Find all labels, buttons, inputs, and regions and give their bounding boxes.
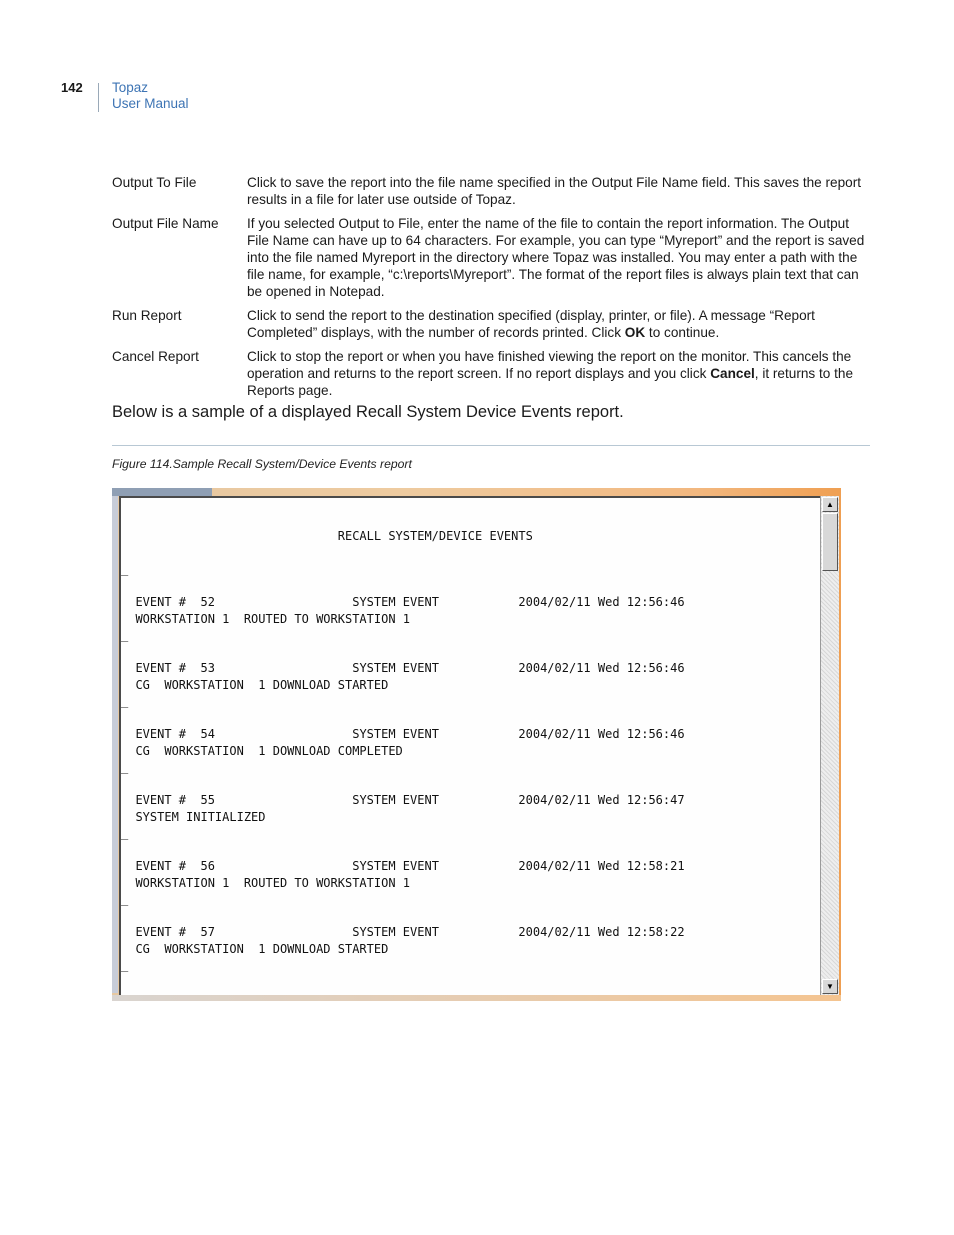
definition-list: [112, 174, 870, 406]
definition-description: [247, 215, 870, 300]
emphasized-term: Cancel: [710, 366, 755, 381]
description-text: If you selected Output to File, enter the name of the file to contain the report information. The Output File Name can have up to 64 characters. For example, you can type “Myreport” and the report is saved into the file named Myreport in the directory where Topaz was installed. You may enter a path with the file name, for example, “c:\reports\Myreport”. The format of the report files is always plain text that can be opened in Notepad.: [247, 216, 865, 299]
description-text: to continue.: [645, 325, 720, 340]
event-detail: WORKSTATION 1 ROUTED TO WORKSTATION 1: [135, 875, 410, 890]
report-indent: [439, 595, 518, 609]
vertical-scrollbar[interactable]: [820, 496, 839, 995]
description-text: , it returns to the Reports page.: [247, 366, 854, 398]
report-indent: [215, 793, 352, 807]
event-detail: CG WORKSTATION 1 DOWNLOAD COMPLETED: [135, 743, 403, 758]
event-timestamp: 2004/02/11 Wed 12:56:46: [518, 661, 685, 675]
event-type: SYSTEM EVENT: [352, 793, 439, 807]
event-timestamp: 2004/02/11 Wed 12:56:46: [518, 727, 685, 741]
report-break: [121, 810, 135, 824]
report-separator: _: [121, 892, 129, 906]
event-number: 57: [200, 925, 215, 939]
definition-term: Run Report: [112, 308, 182, 323]
event-timestamp: 2004/02/11 Wed 12:58:21: [518, 859, 685, 873]
header-product: Topaz: [112, 80, 149, 95]
definition-description: [247, 307, 870, 341]
event-number: 52: [200, 595, 215, 609]
report-indent: [439, 925, 518, 939]
scroll-down-arrow-icon[interactable]: ▼: [822, 979, 838, 994]
event-number: 55: [200, 793, 215, 807]
window-bottom-edge: [112, 995, 841, 1001]
emphasized-term: OK: [624, 325, 646, 340]
definition-description: [247, 348, 870, 399]
definition-row: [112, 348, 870, 399]
report-text: [121, 528, 685, 990]
report-separator: _: [121, 694, 129, 708]
page-number: 142: [61, 80, 83, 95]
event-type: SYSTEM EVENT: [352, 661, 439, 675]
event-number: 54: [200, 727, 215, 741]
definition-row: [112, 174, 870, 208]
definition-description: [247, 174, 870, 208]
event-timestamp: 2004/02/11 Wed 12:56:47: [518, 793, 685, 807]
event-detail: SYSTEM INITIALIZED: [135, 809, 266, 824]
event-detail: CG WORKSTATION 1 DOWNLOAD STARTED: [135, 941, 389, 956]
report-break: [121, 612, 135, 626]
event-label: EVENT #: [121, 727, 201, 741]
report-indent: [121, 529, 338, 543]
running-header: [112, 80, 189, 112]
event-detail: WORKSTATION 1 ROUTED TO WORKSTATION 1: [135, 611, 410, 626]
figure-caption: Figure 114.Sample Recall System/Device Events report: [112, 457, 412, 471]
report-viewer: [119, 496, 820, 995]
event-type: SYSTEM EVENT: [352, 595, 439, 609]
event-label: EVENT #: [121, 859, 201, 873]
report-separator: _: [121, 760, 129, 774]
report-indent: [439, 727, 518, 741]
event-timestamp: 2004/02/11 Wed 12:58:22: [518, 925, 685, 939]
window-title-strip: [112, 488, 212, 496]
report-break: [121, 744, 135, 758]
report-break: [121, 876, 135, 890]
definition-row: [112, 215, 870, 300]
description-text: Click to send the report to the destination specified (display, printer, or file). A message “Report Completed” displays, with the number of records printed. Click: [247, 308, 815, 340]
event-type: SYSTEM EVENT: [352, 727, 439, 741]
event-number: 56: [200, 859, 215, 873]
event-type: SYSTEM EVENT: [352, 859, 439, 873]
report-indent: [215, 859, 352, 873]
definition-term: Cancel Report: [112, 349, 199, 364]
report-indent: [439, 661, 518, 675]
report-indent: [215, 727, 352, 741]
description-text: Click to stop the report or when you have finished viewing the report on the monitor. This cancels the operation and returns to the report screen. If no report displays and you click: [247, 349, 852, 381]
report-indent: [439, 859, 518, 873]
definition-term: Output To File: [112, 175, 197, 190]
report-screenshot: [112, 488, 841, 1001]
event-timestamp: 2004/02/11 Wed 12:56:46: [518, 595, 685, 609]
scroll-up-arrow-icon[interactable]: ▲: [822, 497, 838, 512]
report-separator: _: [121, 958, 129, 972]
report-break: [121, 942, 135, 956]
report-separator: _: [121, 628, 129, 642]
header-divider: [98, 83, 99, 112]
event-detail: CG WORKSTATION 1 DOWNLOAD STARTED: [135, 677, 389, 692]
window-left-edge: [112, 496, 118, 993]
report-indent: [215, 925, 352, 939]
event-label: EVENT #: [121, 793, 201, 807]
event-number: 53: [200, 661, 215, 675]
report-separator: _: [121, 562, 129, 576]
event-type: SYSTEM EVENT: [352, 925, 439, 939]
header-document: User Manual: [112, 96, 189, 111]
report-title: RECALL SYSTEM/DEVICE EVENTS: [337, 529, 533, 543]
report-indent: [215, 661, 352, 675]
definition-row: [112, 307, 870, 341]
report-indent: [215, 595, 352, 609]
report-break: [121, 678, 135, 692]
figure-divider: [112, 445, 870, 446]
event-label: EVENT #: [121, 595, 201, 609]
event-label: EVENT #: [121, 925, 201, 939]
report-separator: _: [121, 826, 129, 840]
description-text: Click to save the report into the file name specified in the Output File Name field. This saves the report results in a file for later use outside of Topaz.: [247, 175, 862, 207]
intro-text: Below is a sample of a displayed Recall System Device Events report.: [112, 403, 624, 421]
report-indent: [439, 793, 518, 807]
definition-term: Output File Name: [112, 216, 219, 231]
scroll-thumb[interactable]: [822, 513, 838, 571]
event-label: EVENT #: [121, 661, 201, 675]
